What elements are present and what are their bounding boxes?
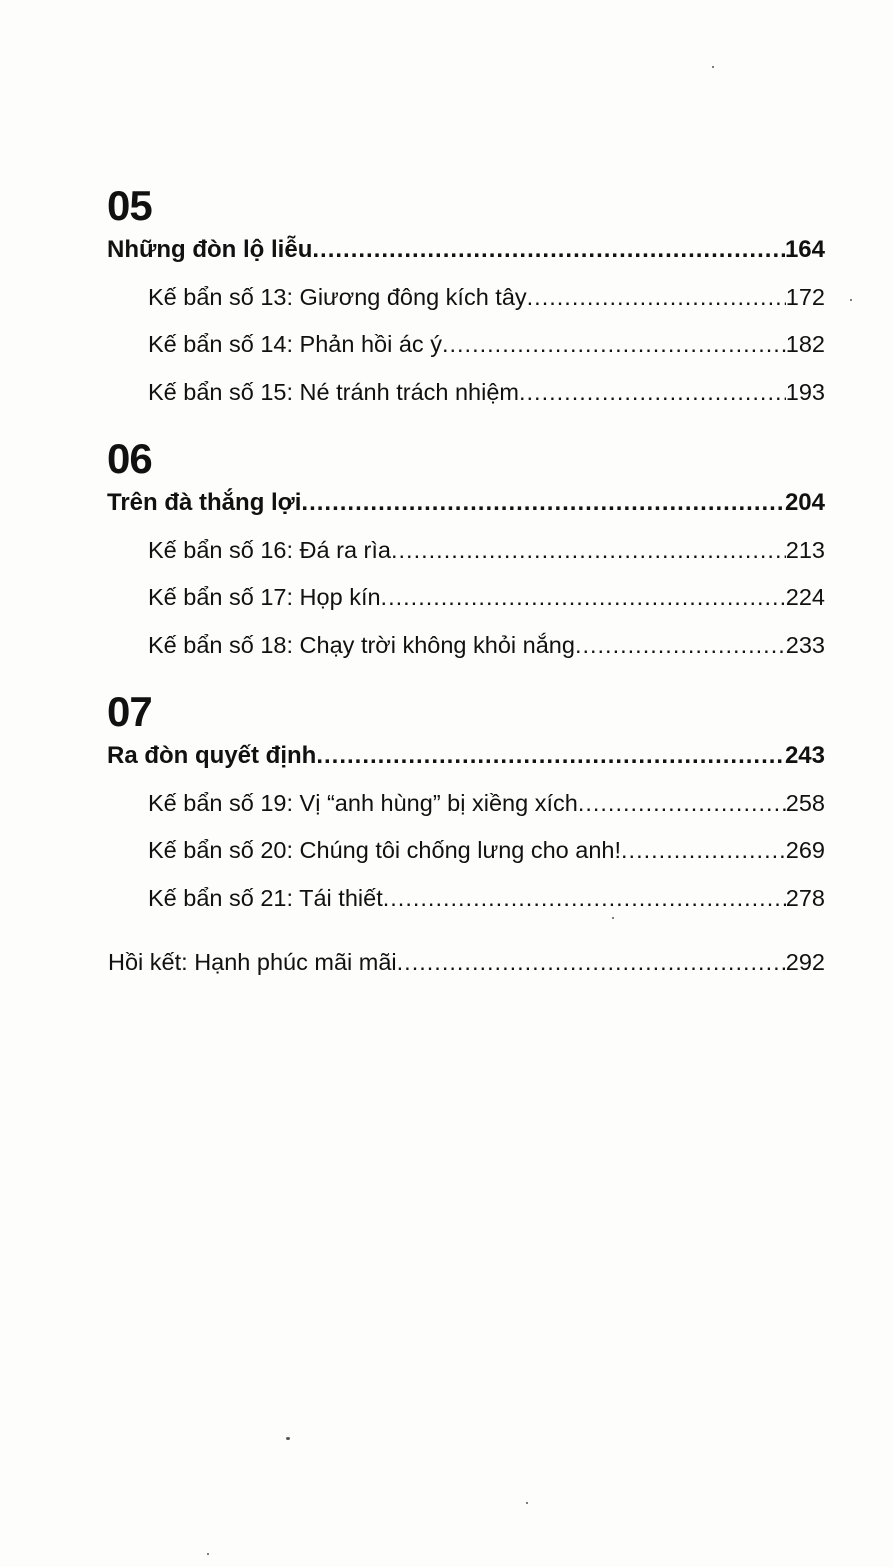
page-number: 233 (785, 632, 825, 658)
dot-leader (316, 740, 785, 772)
toc-section-entry[interactable] (148, 328, 825, 360)
section-title: Kế bẩn số 16: Đá ra rìa (148, 537, 391, 563)
section-title: Kế bẩn số 14: Phản hồi ác ý (148, 331, 442, 357)
toc-chapter-entry[interactable] (107, 234, 825, 266)
dot-leader (578, 787, 786, 819)
toc-chapter-entry[interactable] (107, 740, 825, 772)
section-title: Kế bẩn số 20: Chúng tôi chống lưng cho anh! (148, 837, 622, 863)
dot-leader (312, 234, 785, 266)
toc-section-entry[interactable] (148, 629, 825, 661)
page-number: 193 (785, 379, 825, 405)
page-number: 292 (785, 949, 825, 975)
page-number: 164 (784, 236, 825, 263)
scan-speck (526, 1502, 528, 1504)
section-title: Kế bẩn số 19: Vị “anh hùng” bị xiềng xích (148, 790, 578, 816)
scan-speck (712, 66, 714, 68)
chapter-title: Trên đà thắng lợi (107, 489, 302, 516)
toc-section-entry[interactable] (148, 534, 825, 566)
section-title: Kế bẩn số 13: Giương đông kích tây (148, 284, 527, 310)
page-number: 278 (785, 885, 825, 911)
toc-section-entry[interactable] (148, 581, 825, 613)
part-number: 06 (107, 435, 152, 482)
dot-leader (301, 487, 785, 519)
section-title: Kế bẩn số 17: Họp kín (148, 584, 381, 610)
section-title: Kế bẩn số 18: Chạy trời không khỏi nắng (148, 632, 575, 658)
toc-section-entry[interactable] (148, 281, 825, 313)
dot-leader (621, 834, 786, 866)
epilogue-title: Hồi kết: Hạnh phúc mãi mãi (108, 949, 397, 975)
page-number: 182 (785, 331, 825, 357)
scan-speck (207, 1553, 209, 1555)
chapter-title: Ra đòn quyết định (107, 742, 317, 769)
page-number: 204 (784, 489, 825, 516)
toc-epilogue-entry[interactable] (108, 946, 825, 978)
page-number: 243 (784, 742, 825, 769)
toc-section-entry[interactable] (148, 834, 825, 866)
part-number: 07 (107, 688, 152, 735)
toc-section-entry[interactable] (148, 787, 825, 819)
dot-leader (397, 946, 786, 978)
scan-speck (850, 299, 852, 301)
scan-speck (612, 917, 614, 919)
page-number: 258 (785, 790, 825, 816)
dot-leader (575, 629, 786, 661)
dot-leader (442, 328, 786, 360)
chapter-title: Những đòn lộ liễu (107, 236, 313, 263)
toc-section-entry[interactable] (148, 376, 825, 408)
page-number: 269 (785, 837, 825, 863)
toc-chapter-entry[interactable] (107, 487, 825, 519)
section-title: Kế bẩn số 21: Tái thiết (148, 885, 383, 911)
dot-leader (391, 534, 786, 566)
section-title: Kế bẩn số 15: Né tránh trách nhiệm (148, 379, 519, 405)
dot-leader (519, 376, 786, 408)
dot-leader (381, 581, 786, 613)
page-number: 224 (785, 584, 825, 610)
dot-leader (527, 281, 786, 313)
dot-leader (383, 882, 786, 914)
scan-speck (286, 1437, 290, 1440)
toc-section-entry[interactable] (148, 882, 825, 914)
page-number: 213 (785, 537, 825, 563)
page-number: 172 (785, 284, 825, 310)
part-number: 05 (107, 182, 152, 229)
